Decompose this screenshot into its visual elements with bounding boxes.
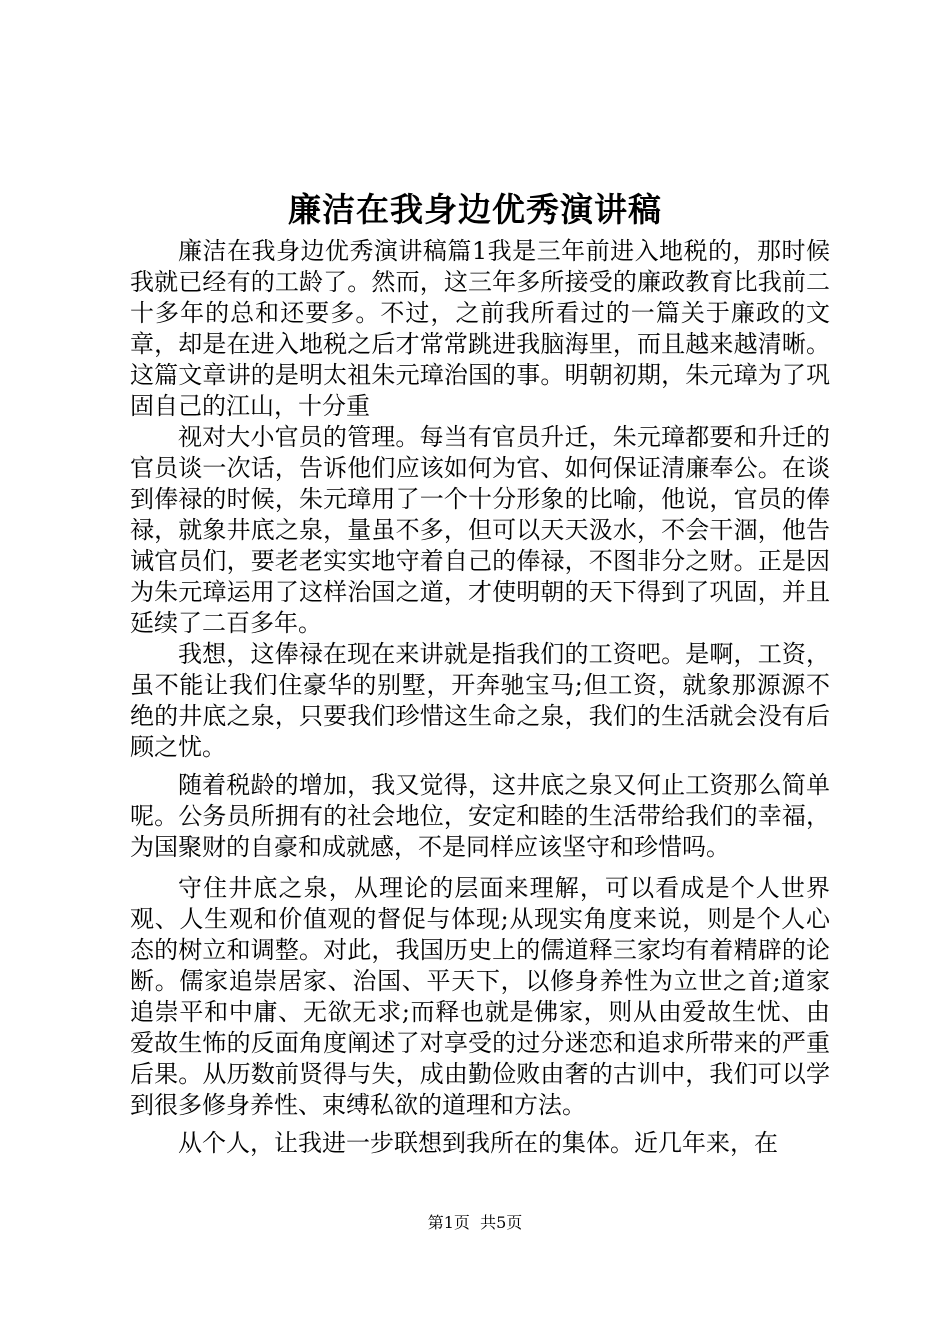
- paragraph-6: 从个人，让我进一步联想到我所在的集体。近几年来，在: [178, 1129, 778, 1157]
- paragraph-2: 视对大小官员的管理。每当有官员升迁，朱元璋都要和升迁的官员谈一次话，告诉他们应该如何为官、如何保证清廉奉公。在谈到俸禄的时候，朱元璋用了一个十分形象的比喻，他说，官员的俸禄，就象井底之泉，量虽不多，但可以天天汲水，不会干涸，他告诫官员们，要老老实实地守着自己的俸禄，不图非分之财。正是因为朱元璋运用了这样治国之道，才使明朝的天下得到了巩固，并且延续了二百多年。: [130, 423, 830, 637]
- page-number: 第1页: [427, 1213, 470, 1232]
- document-title: 廉洁在我身边优秀演讲稿: [288, 190, 662, 229]
- page-total: 共5页: [480, 1213, 523, 1232]
- paragraph-3: 我想，这俸禄在现在来讲就是指我们的工资吧。是啊，工资，虽不能让我们住豪华的别墅，开奔驰宝马;但工资，就象那源源不绝的井底之泉，只要我们珍惜这生命之泉，我们的生活就会没有后顾之忧。: [130, 640, 830, 761]
- paragraph-5: 守住井底之泉，从理论的层面来理解，可以看成是个人世界观、人生观和价值观的督促与体现;从现实角度来说，则是个人心态的树立和调整。对此，我国历史上的儒道释三家均有着精辟的论断。儒家追崇居家、治国、平天下，以修身养性为立世之首;道家追崇平和中庸、无欲无求;而释也就是佛家，则从由爱故生忧、由爱故生怖的反面角度阐述了对享受的过分迷恋和追求所带来的严重后果。从历数前贤得与失，成由勤俭败由奢的古训中，我们可以学到很多修身养性、束缚私欲的道理和方法。: [130, 874, 830, 1119]
- paragraph-4: 随着税龄的增加，我又觉得，这井底之泉又何止工资那么简单呢。公务员所拥有的社会地位，安定和睦的生活带给我们的幸福，为国聚财的自豪和成就感，不是同样应该坚守和珍惜吗。: [130, 771, 830, 861]
- page-footer: [0, 1213, 950, 1233]
- document-body: [130, 236, 830, 1159]
- paragraph-1: 廉洁在我身边优秀演讲稿篇1我是三年前进入地税的，那时候我就已经有的工龄了。然而，这三年多所接受的廉政教育比我前二十多年的总和还要多。不过，之前我所看过的一篇关于廉政的文章，却是在进入地税之后才常常跳进我脑海里，而且越来越清晰。这篇文章讲的是明太祖朱元璋治国的事。明朝初期，朱元璋为了巩固自己的江山，十分重: [130, 237, 830, 420]
